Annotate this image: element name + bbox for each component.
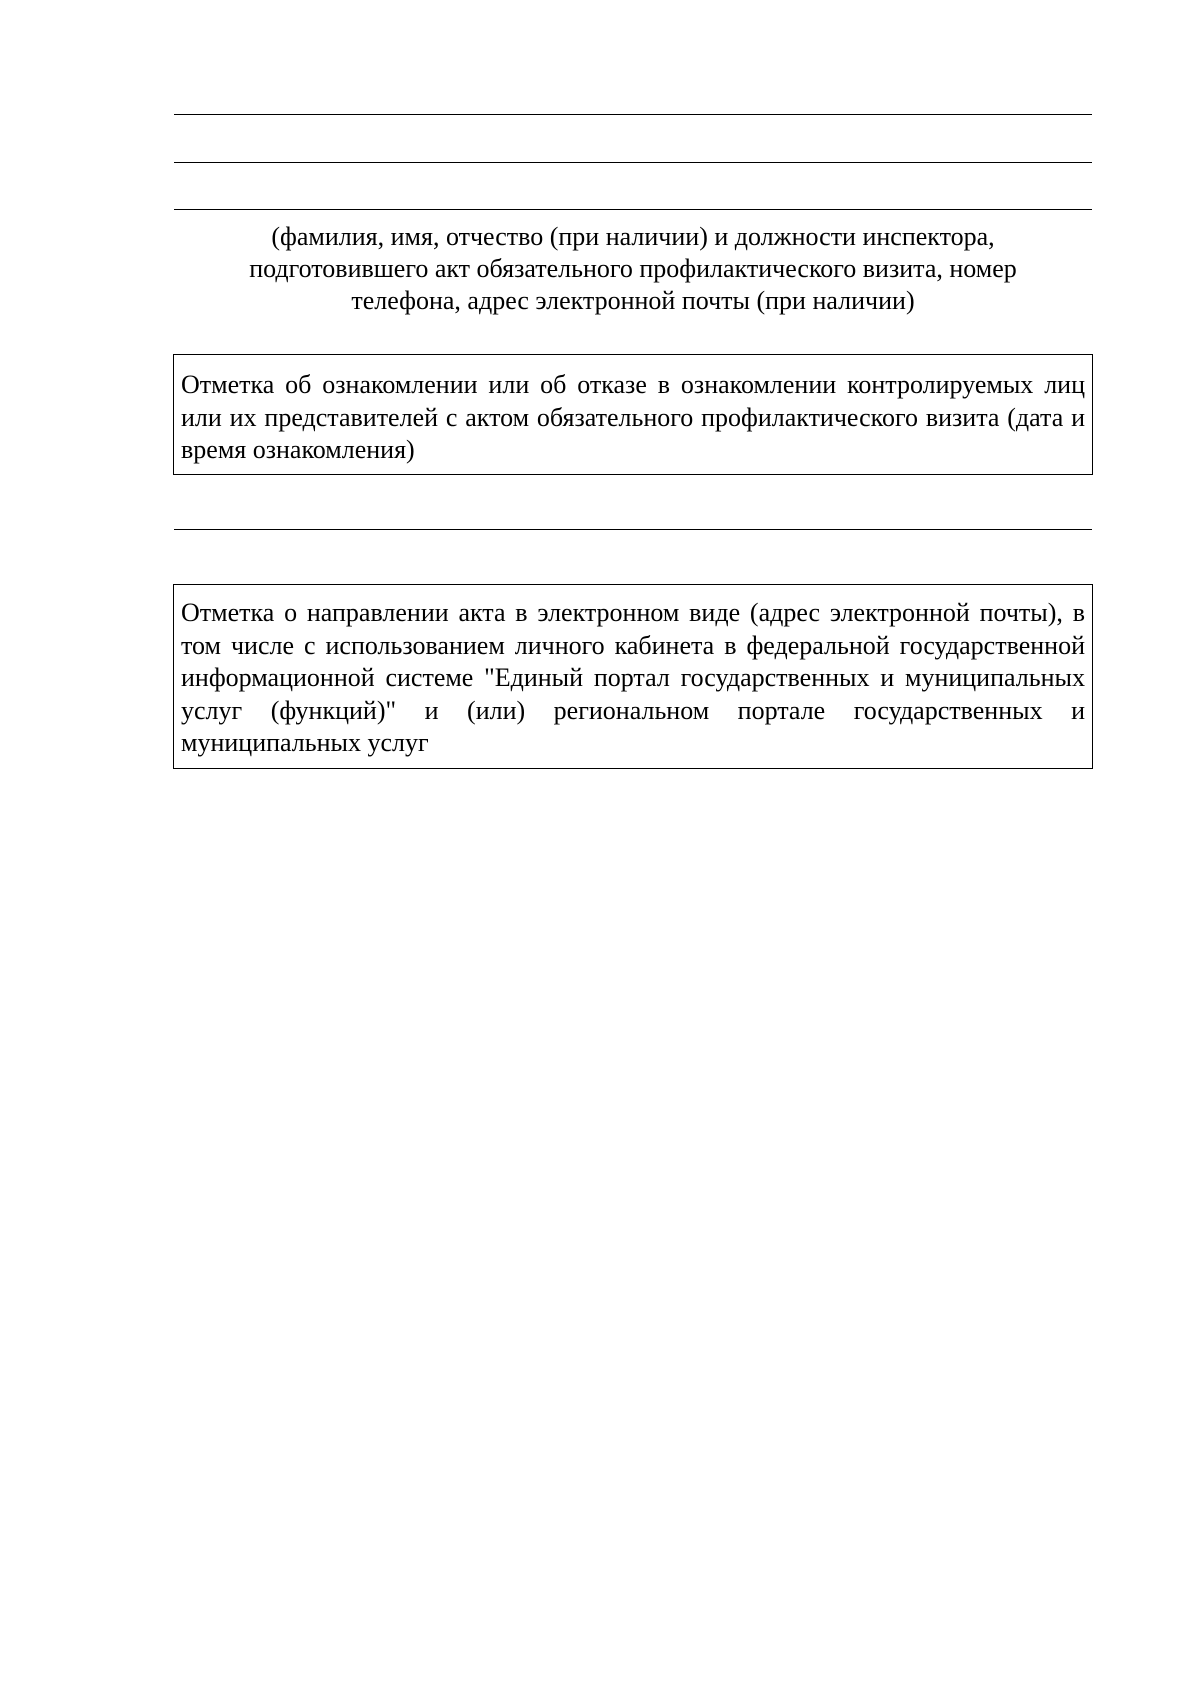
signature-line-3 xyxy=(174,209,1092,210)
acknowledgement-box xyxy=(173,354,1093,475)
signature-line-1 xyxy=(174,114,1092,115)
signature-caption-line-2: подготовившего акт обязательного профилактического визита, номер xyxy=(249,254,1017,283)
signature-line-2 xyxy=(174,162,1092,163)
signature-caption-line-1: (фамилия, имя, отчество (при наличии) и должности инспектора, xyxy=(271,222,995,251)
electronic-delivery-box xyxy=(173,584,1093,769)
electronic-delivery-text: Отметка о направлении акта в электронном виде (адрес электронной почты), в том числе с использованием личного кабинета в федеральной государственной информационной системе "Единый портал государственных и муниципальных услуг (функций)" и (или) региональном портале государственных и муниципальных услуг xyxy=(181,598,1085,757)
signature-caption xyxy=(174,221,1092,317)
acknowledgement-text: Отметка об ознакомлении или об отказе в ознакомлении контролируемых лиц или их представителей с актом обязательного профилактического визита (дата и время ознакомления) xyxy=(181,370,1085,464)
acknowledgement-signature-line xyxy=(174,529,1092,530)
signature-caption-line-3: телефона, адрес электронной почты (при наличии) xyxy=(351,286,915,315)
